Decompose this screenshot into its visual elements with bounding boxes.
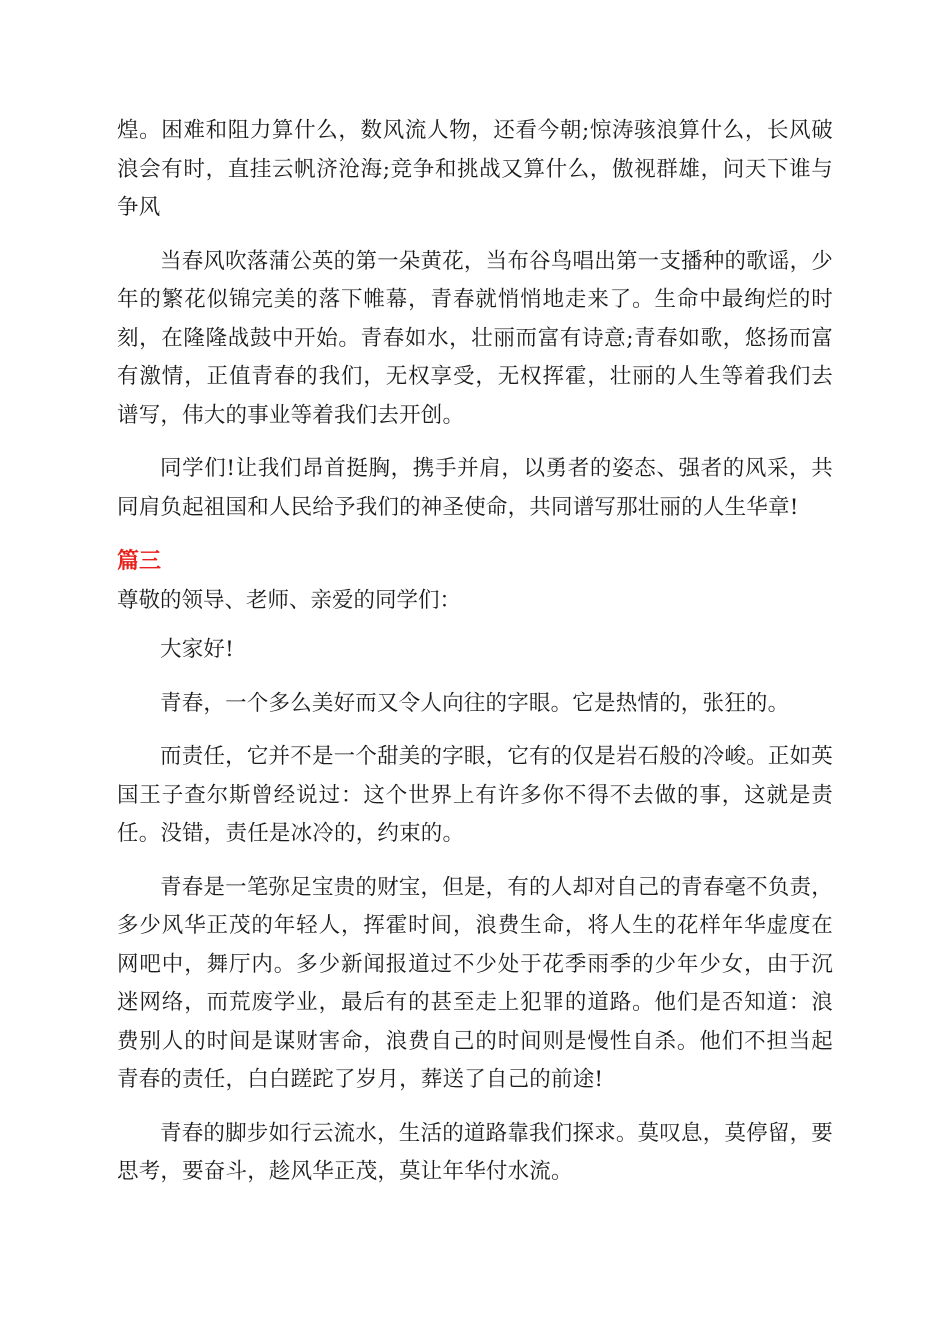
salutation-line: 尊敬的领导、老师、亲爱的同学们： xyxy=(117,588,462,613)
paragraph-wasted-youth: 青春是一笔弥足宝贵的财宝，但是，有的人却对自己的青春毫不负责，多少风华正茂的年轻人，挥霍时间，浪费生命，将人生的花样年华虚度在网吧中，舞厅内。多少新闻报道过不少处于花季雨季的少年少女，由于沉迷网络，而荒废学业，最后有的甚至走上犯罪的道路。他们是否知道：浪费别人的时间是谋财害命，浪费自己的时间则是慢性自杀。他们不担当起青春的责任，白白蹉跎了岁月，葬送了自己的前途! xyxy=(117,874,833,1092)
paragraph-call-to-classmates: 同学们!让我们昂首挺胸，携手并肩，以勇者的姿态、强者的风采，共同肩负起祖国和人民给予我们的神圣使命，共同谱写那壮丽的人生华章! xyxy=(117,456,833,520)
paragraph-youth-definition: 青春，一个多么美好而又令人向往的字眼。它是热情的，张狂的。 xyxy=(160,690,790,716)
paragraph-continuation: 煌。困难和阻力算什么，数风流人物，还看今朝;惊涛骇浪算什么，长风破浪会有时，直挂云帆济沧海;竞争和挑战又算什么，傲视群雄，问天下谁与争风 xyxy=(117,118,833,220)
greeting-line: 大家好! xyxy=(160,637,234,662)
paragraph-responsibility: 而责任，它并不是一个甜美的字眼，它有的仅是岩石般的冷峻。正如英国王子查尔斯曾经说过：这个世界上有许多你不得不去做的事，这就是责任。没错，责任是冰冷的，约束的。 xyxy=(117,744,833,846)
paragraph-spring-youth: 当春风吹落蒲公英的第一朵黄花，当布谷鸟唱出第一支播种的歌谣，少年的繁花似锦完美的落下帷幕，青春就悄悄地走来了。生命中最绚烂的时刻，在隆隆战鼓中开始。青春如水，壮丽而富有诗意;青春如歌，悠扬而富有激情，正值青春的我们，无权享受，无权挥霍，壮丽的人生等着我们去谱写，伟大的事业等着我们去开创。 xyxy=(117,248,833,428)
paragraph-closing: 青春的脚步如行云流水，生活的道路靠我们探求。莫叹息，莫停留，要思考，要奋斗，趁风华正茂，莫让年华付水流。 xyxy=(117,1120,833,1184)
document-page xyxy=(117,112,833,1207)
section-heading: 篇三 xyxy=(117,549,162,574)
